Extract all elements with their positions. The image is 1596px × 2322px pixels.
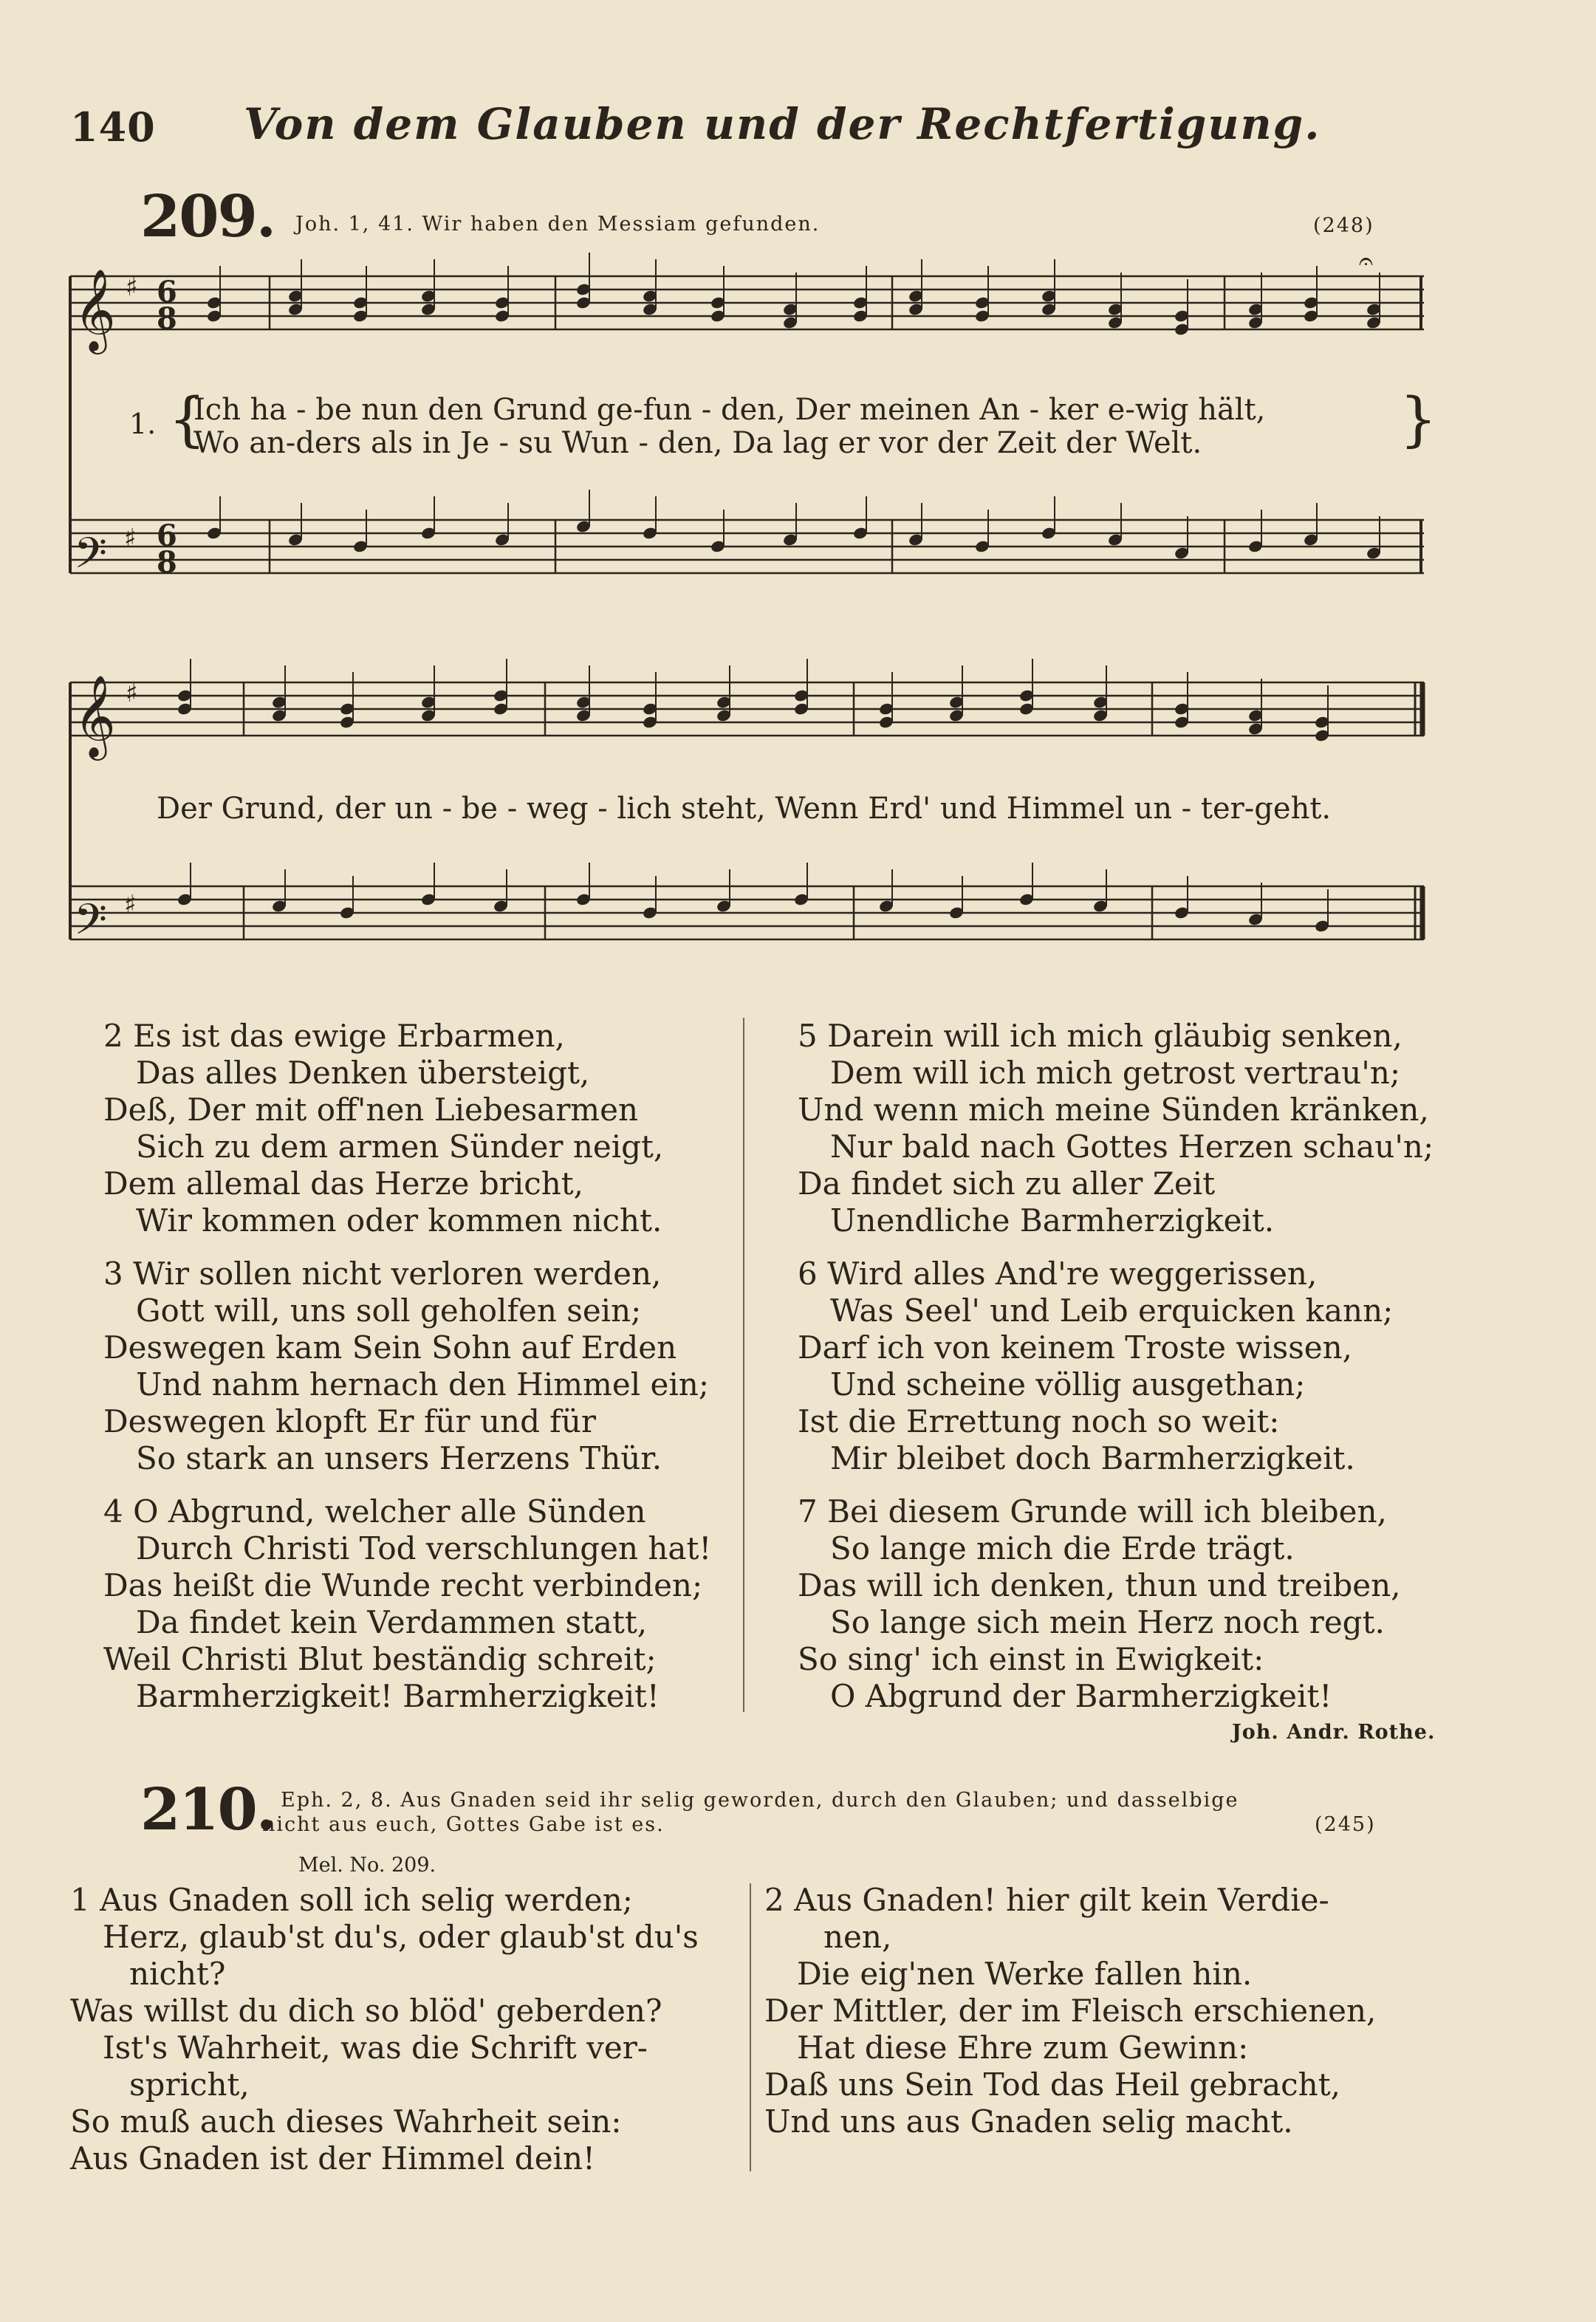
time-sig-bottom: 8: [157, 301, 177, 336]
verse-line: Dem will ich mich getrost vertrau'n;: [830, 1055, 1401, 1091]
verse-line: nicht?: [129, 1956, 226, 1992]
stanza-left-column: [103, 1018, 731, 1715]
verse-line: Und nahm hernach den Himmel ein;: [136, 1366, 709, 1403]
fermata-icon: 𝄐: [1359, 247, 1373, 276]
verse-line: nen,: [823, 1919, 892, 1955]
verse-line: Was willst du dich so blöd' geberden?: [70, 1993, 662, 2029]
hymn-210-reference-2: nicht aus euch, Gottes Gabe ist es.: [262, 1813, 665, 1836]
verse-line: Mir bleibet doch Barmherzigkeit.: [830, 1440, 1355, 1476]
brace-right: }: [1400, 385, 1437, 453]
verse-line: Da findet kein Verdammen statt,: [136, 1604, 648, 1640]
sharp-icon: ♯: [124, 890, 137, 919]
bass-clef-icon: 𝄢: [74, 894, 108, 955]
hymn-210-melody: Mel. No. 209.: [298, 1854, 436, 1877]
bass-staff-1: [70, 520, 1424, 573]
verse-line: Das alles Denken übersteigt,: [136, 1055, 590, 1091]
verse-line: 6 Wird alles And're weggerissen,: [798, 1256, 1318, 1292]
verse-line: Darf ich von keinem Troste wissen,: [798, 1329, 1353, 1366]
bass-clef-icon: 𝄢: [74, 528, 108, 589]
treble-staff-2: [70, 682, 1424, 736]
hymn-209-number: 209.: [140, 183, 275, 250]
page-number: 140: [70, 103, 156, 151]
verse-line: Da findet sich zu aller Zeit: [798, 1165, 1216, 1202]
treble-staff-1: [70, 276, 1424, 329]
verse-line: So sing' ich einst in Ewigkeit:: [798, 1641, 1264, 1677]
verse-line: Gott will, uns soll geholfen sein;: [136, 1292, 642, 1329]
verse-line: Und wenn mich meine Sünden kränken,: [798, 1092, 1429, 1128]
stanza-number: 3: [103, 1256, 134, 1292]
stanza-number: 6: [798, 1256, 828, 1292]
sharp-icon: ♯: [126, 273, 138, 302]
verse-line: Hat diese Ehre zum Gewinn:: [797, 2030, 1249, 2066]
verse-line: Deß, Der mit off'nen Liebesarmen: [103, 1092, 639, 1128]
verse-line: Was Seel' und Leib erquicken kann;: [830, 1292, 1394, 1329]
verse-line: Sich zu dem armen Sünder neigt,: [136, 1129, 664, 1165]
stanza-number: 7: [798, 1493, 828, 1530]
verse-line: Barmherzigkeit! Barmherzigkeit!: [136, 1678, 660, 1714]
verse-line: 4 O Abgrund, welcher alle Sünden: [103, 1493, 646, 1530]
stanza-4: [103, 1493, 731, 1715]
hymn-210-reference-1: Eph. 2, 8. Aus Gnaden seid ihr selig geworden, durch den Glauben; und dasselbige: [281, 1789, 1239, 1812]
verse-line: 3 Wir sollen nicht verloren werden,: [103, 1256, 662, 1292]
stanza-number: 5: [798, 1018, 828, 1054]
stanza-3: [103, 1256, 731, 1477]
stanza-number: 1: [70, 1882, 90, 1918]
verse-line: Ist die Errettung noch so weit:: [798, 1403, 1280, 1439]
verse-line: Weil Christi Blut beständig schreit;: [103, 1641, 657, 1677]
stanza-number: 2: [764, 1882, 784, 1918]
column-divider-210: [750, 1883, 751, 2171]
verse-line: Durch Christi Tod verschlungen hat!: [136, 1530, 712, 1566]
lyrics-line-2: Wo an-ders als in Je - su Wun - den, Da lag er vor der Zeit der Welt.: [193, 426, 1202, 460]
verse-line: Herz, glaub'st du's, oder glaub'st du's: [103, 1919, 699, 1955]
author-credit: Joh. Andr. Rothe.: [1232, 1721, 1436, 1744]
verse-line: Wir kommen oder kommen nicht.: [136, 1202, 662, 1239]
verse-line: Der Mittler, der im Fleisch erschienen,: [764, 1993, 1377, 2029]
hymn-210-stanza-2: [764, 1882, 1444, 2140]
stanza-7: [798, 1493, 1448, 1715]
column-divider: [743, 1018, 744, 1712]
bass-staff-2: [70, 886, 1424, 939]
verse-line: Das will ich denken, thun und treiben,: [798, 1567, 1401, 1603]
verse-line: spricht,: [129, 2066, 250, 2103]
verse-line: 5 Darein will ich mich gläubig senken,: [798, 1018, 1403, 1054]
lyrics-line-1: Ich ha - be nun den Grund ge-fun - den, Der meinen An - ker e-wig hält,: [193, 393, 1266, 427]
verse-line: Aus Gnaden soll ich selig werden;: [100, 1882, 633, 1918]
stanza-6: [798, 1256, 1448, 1477]
treble-clef-icon: 𝄞: [74, 268, 116, 351]
verse-line: Deswegen klopft Er für und für: [103, 1403, 596, 1439]
note-heads: [177, 253, 1382, 934]
hymn-210-stanza-1: [70, 1882, 735, 2177]
verse-line: Und scheine völlig ausgethan;: [830, 1366, 1306, 1403]
stanza-number: 2: [103, 1018, 134, 1054]
hymn-209-reference: Joh. 1, 41. Wir haben den Messiam gefunden.: [295, 213, 821, 236]
verse-line: Nur bald nach Gottes Herzen schau'n;: [830, 1129, 1434, 1165]
page-title: Von dem Glauben und der Rechtfertigung.: [244, 99, 1321, 149]
stanza-5: [798, 1018, 1448, 1239]
verse-line: So muß auch dieses Wahrheit sein:: [70, 2103, 622, 2140]
stanza-number: 4: [103, 1493, 134, 1530]
brace-left: {: [168, 385, 206, 453]
verse-line: Deswegen kam Sein Sohn auf Erden: [103, 1329, 677, 1366]
verse-line: So stark an unsers Herzens Thür.: [136, 1440, 662, 1476]
verse-line: Ist's Wahrheit, was die Schrift ver-: [103, 2030, 648, 2066]
verse-line: Daß uns Sein Tod das Heil gebracht,: [764, 2066, 1340, 2103]
verse-line: Und uns aus Gnaden selig macht.: [764, 2103, 1293, 2140]
stanza-2: [103, 1018, 731, 1239]
verse-line: Aus Gnaden! hier gilt kein Verdie-: [794, 1882, 1329, 1918]
verse-line: Unendliche Barmherzigkeit.: [830, 1202, 1275, 1239]
time-sig-bottom: 8: [157, 545, 177, 580]
hymn-210-number: 210.: [140, 1776, 275, 1843]
sharp-icon: ♯: [126, 679, 138, 708]
music-score: [0, 0, 1596, 1004]
verse-line: Aus Gnaden ist der Himmel dein!: [70, 2140, 595, 2177]
verse-line: So lange mich die Erde trägt.: [830, 1530, 1295, 1566]
time-sig-top: 6: [157, 275, 177, 309]
lyrics-refrain: Der Grund, der un - be - weg - lich steht, Wenn Erd' und Himmel un - ter-geht.: [157, 792, 1332, 826]
hymn-210-tune-number: (245): [1315, 1813, 1376, 1836]
verse-line: 2 Es ist das ewige Erbarmen,: [103, 1018, 565, 1054]
verse-line: 7 Bei diesem Grunde will ich bleiben,: [798, 1493, 1387, 1530]
verse-line: Das heißt die Wunde recht verbinden;: [103, 1567, 703, 1603]
verse-line: O Abgrund der Barmherzigkeit!: [830, 1678, 1332, 1714]
stanza-right-column: [798, 1018, 1448, 1715]
treble-clef-icon: 𝄞: [74, 674, 116, 757]
verse-line: Die eig'nen Werke fallen hin.: [797, 1956, 1253, 1992]
stanza-1-label: 1.: [129, 408, 157, 440]
time-sig-top: 6: [157, 518, 177, 553]
hymn-209-tune-number: (248): [1313, 214, 1374, 237]
verse-line: Dem allemal das Herze bricht,: [103, 1165, 584, 1202]
sharp-icon: ♯: [124, 524, 137, 553]
verse-line: So lange sich mein Herz noch regt.: [830, 1604, 1385, 1640]
